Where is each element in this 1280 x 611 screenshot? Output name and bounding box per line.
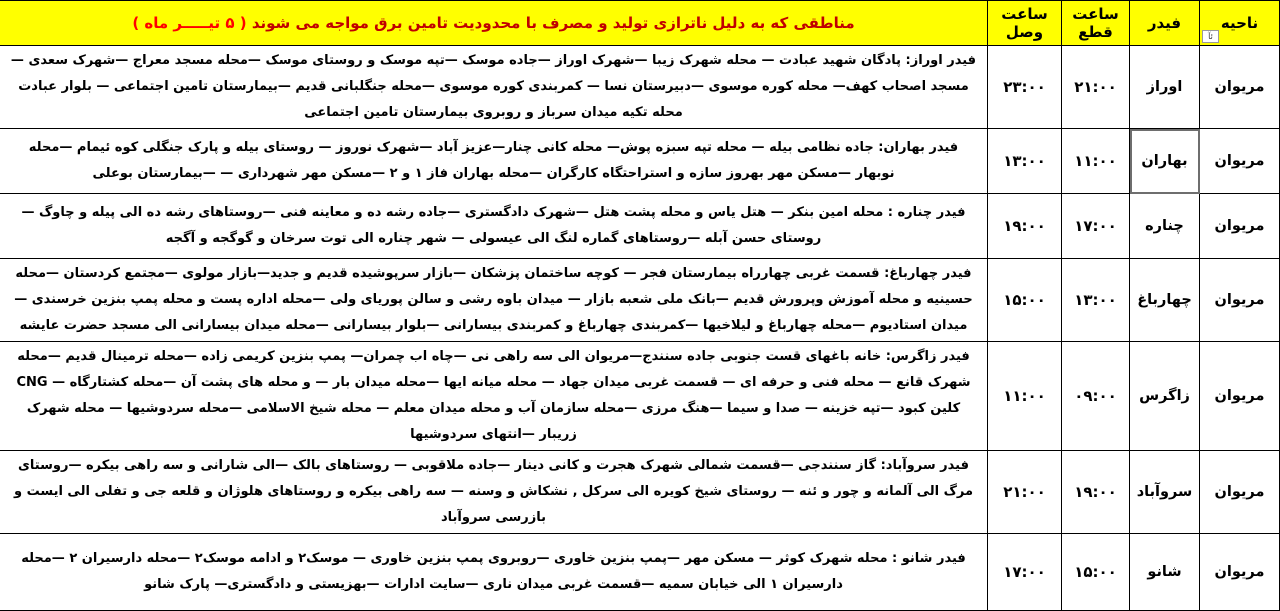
areas-cell[interactable]: فیدر بهاران: جاده نظامی بیله — محله تپه سبزه پوش— محله کانی چنار—عزیز آباد —شهرک نوروز — روستای بیله و پارک جنگلی کوه ئیمام —محله نوبهار —مسکن مهر بهروز سازه و استراحتگاه کارگران —محله بهاران فاز ۱ و ۲ —مسکن مهر شهرداری — —بیمارستان بوعلی xyxy=(0,129,988,194)
feeder-cell[interactable]: اوراز xyxy=(1130,46,1200,129)
connect-time-cell[interactable]: ۲۱:۰۰ xyxy=(988,451,1062,534)
region-cell[interactable]: مریوان xyxy=(1200,129,1280,194)
connect-time-cell[interactable]: ۱۹:۰۰ xyxy=(988,194,1062,259)
header-cut-time[interactable]: ساعت قطع xyxy=(1062,1,1130,46)
connect-time-cell[interactable]: ۱۳:۰۰ xyxy=(988,129,1062,194)
feeder-cell[interactable]: سروآباد xyxy=(1130,451,1200,534)
language-indicator-icon: ئآ xyxy=(1202,30,1219,43)
table-title-text: مناطقی که به دلیل ناترازی تولید و مصرف با محدودیت تامین برق مواجه می شوند xyxy=(251,14,855,32)
region-cell[interactable]: مریوان xyxy=(1200,451,1280,534)
areas-cell[interactable]: فیدر زاگرس: خانه باغهای قست جنوبی جاده سنندج—مریوان الی سه راهی نی —چاه اب چمران— پمپ بنزین کریمی زاده —محله ترمینال قدیم —محله شهرک قانع — محله فنی و حرفه ای — قسمت غربی میدان جهاد — محله میانه ایها —محله میدان بار — و محله های پشت آن —محله کشتارگاه — CNG کلین کبود —تپه خزینه — صدا و سیما —هنگ مرزی —محله سازمان آب و محله میدان معلم — محله شیخ الاسلامی —محله سردوشیها — محله شهرک زریبار —انتهای سردوشیها xyxy=(0,342,988,451)
feeder-cell[interactable]: چناره xyxy=(1130,194,1200,259)
table-row xyxy=(0,194,1280,259)
feeder-cell[interactable]: زاگرس xyxy=(1130,342,1200,451)
cut-time-cell[interactable]: ۰۹:۰۰ xyxy=(1062,342,1130,451)
feeder-cell[interactable]: چهارباغ xyxy=(1130,259,1200,342)
table-row xyxy=(0,259,1280,342)
region-cell[interactable]: مریوان xyxy=(1200,46,1280,129)
region-cell[interactable]: مریوان xyxy=(1200,342,1280,451)
table-row xyxy=(0,342,1280,451)
connect-time-cell[interactable]: ۱۱:۰۰ xyxy=(988,342,1062,451)
header-connect-time[interactable]: ساعت وصل xyxy=(988,1,1062,46)
header-region[interactable]: ناحیه xyxy=(1200,1,1280,46)
areas-cell[interactable]: فیدر چهارباغ: قسمت غربی چهارراه بیمارستان فجر — کوچه ساختمان پزشکان —بازار سرپوشیده قدیم و جدید—بازار مولوی —مجتمع کردستان —محله حسینیه و محله آموزش وپرورش قدیم —بانک ملی شعبه بازار — میدان باوه رشی و سالن پوریای ولی —محله اداره پست و محله پمپ بنزین خرسندی —میدان استادیوم —محله چهارباغ و لیلاخیها —کمربندی چهارباغ و کمربندی بیسارانی —بلوار بیسارانی —محله میدان بیسارانی الی مسجد حضرت عایشه xyxy=(0,259,988,342)
cut-time-cell[interactable]: ۱۹:۰۰ xyxy=(1062,451,1130,534)
table-title[interactable] xyxy=(0,1,988,46)
areas-cell[interactable]: فیدر شانو : محله شهرک کوثر — مسکن مهر —پمپ بنزین خاوری —روبروی پمپ بنزین خاوری — موسک۲ و ادامه موسک۲ —محله دارسیران ۲ —محله دارسیران ۱ الی خیابان سمیه —قسمت غربی میدان ناری —سایت ادارات —بهزیستی و دادگستری— پارک شانو xyxy=(0,534,988,611)
table-title-date: ( ۵ تیـــــر ماه ) xyxy=(132,14,247,32)
cut-time-cell[interactable]: ۱۱:۰۰ xyxy=(1062,129,1130,194)
areas-cell[interactable]: فیدر سروآباد: گاز سنندجی —قسمت شمالی شهرک هجرت و کانی دینار —جاده ملاقوبی — روستاهای بالک —الی شارانی و سه راهی بیکره —روستای مرگ الی آلمانه و چور و ئنه — روستای شیخ کویره الی سرکل , نشکاش و وسنه — سه راهی بیکره و روستاهای هلوژان و قلعه جی و تفلی الی ایست و بازرسی سروآباد xyxy=(0,451,988,534)
table-row xyxy=(0,129,1280,194)
region-cell[interactable]: مریوان xyxy=(1200,534,1280,611)
region-cell[interactable]: مریوان xyxy=(1200,194,1280,259)
cut-time-cell[interactable]: ۲۱:۰۰ xyxy=(1062,46,1130,129)
areas-cell[interactable]: فیدر چناره : محله امین بنکر — هتل یاس و محله پشت هتل —شهرک دادگستری —جاده رشه ده و معاینه فنی —روستاهای رشه ده الی پیله و چاوگ —روستای حسن آبله —روستاهای گماره لنگ الی عیسولی — شهر چناره الی توت سرخان و گوگجه و آگجه xyxy=(0,194,988,259)
feeder-cell-selected[interactable]: بهاران xyxy=(1130,129,1200,194)
region-cell[interactable]: مریوان xyxy=(1200,259,1280,342)
table-row xyxy=(0,534,1280,611)
table-row xyxy=(0,451,1280,534)
header-row xyxy=(0,1,1280,46)
connect-time-cell[interactable]: ۱۷:۰۰ xyxy=(988,534,1062,611)
cut-time-cell[interactable]: ۱۳:۰۰ xyxy=(1062,259,1130,342)
cut-time-cell[interactable]: ۱۵:۰۰ xyxy=(1062,534,1130,611)
feeder-cell[interactable]: شانو xyxy=(1130,534,1200,611)
table-row xyxy=(0,46,1280,129)
connect-time-cell[interactable]: ۲۳:۰۰ xyxy=(988,46,1062,129)
areas-cell[interactable]: فیدر اوراز: پادگان شهید عبادت — محله شهرک زیبا —شهرک اوراز —جاده موسک —تپه موسک و روستای موسک —محله مسجد معراج —شهرک سعدی —مسجد اصحاب کهف— محله کوره موسوی —دبیرستان نسا — کمربندی کوره موسوی —محله جنگلبانی قدیم —بیمارستان تامین اجتماعی — بلوار عبادت محله تکیه میدان سرباز و روبروی بیمارستان تامین اجتماعی xyxy=(0,46,988,129)
connect-time-cell[interactable]: ۱۵:۰۰ xyxy=(988,259,1062,342)
cut-time-cell[interactable]: ۱۷:۰۰ xyxy=(1062,194,1130,259)
header-feeder[interactable]: فیدر xyxy=(1130,1,1200,46)
